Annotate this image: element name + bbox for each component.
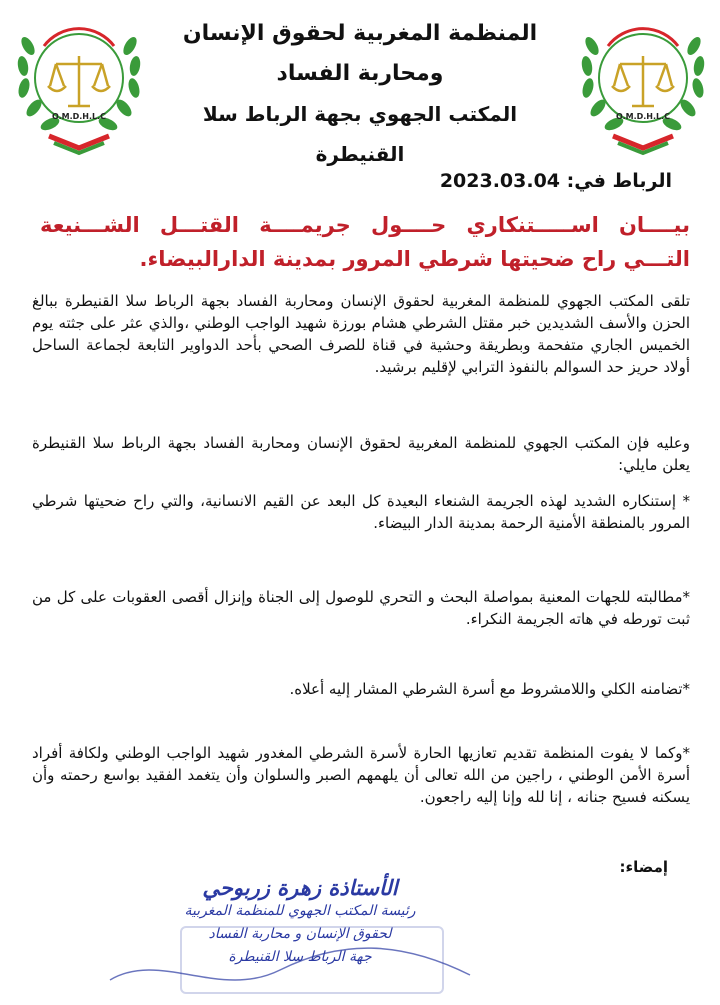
organization-logo-left	[14, 6, 144, 156]
logo-abbreviation: O.M.D.H.L.C	[615, 112, 671, 121]
date-label: الرباط في:	[566, 170, 672, 192]
organization-header	[160, 14, 560, 174]
org-name-line2: ومحاربة الفساد	[276, 61, 444, 86]
paragraph-demand: *مطالبته للجهات المعنية بمواصلة البحث و التحري للوصول إلى الجناة وإنزال أقصى العقوبات على كل من ثبت تورطه في هاته الجريمة النكراء.	[32, 588, 690, 628]
paragraph-condemnation: * إستنكاره الشديد لهذه الجريمة الشنعاء البعيدة كل البعد عن القيم الانسانية، والتي راح ضحيتها شرطي المرور بالمنطقة الأمنية الرحمة بمدينة الدار البيضاء.	[32, 492, 690, 532]
paragraph-intro: تلقى المكتب الجهوي للمنظمة المغربية لحقوق الإنسان ومحاربة الفساد بجهة الرباط سلا القنيطرة ببالغ الحزن والأسف الشديدين خبر مقتل الشرطي هشام بورزة شهيد الواجب الوطني ،والذي عثر على جثته يوم الخميس الجاري متفحمة وبطريقة وحشية في قناة للصرف الصحي بأحد الدواوير التابعة لجماعة الساحل أولاد حريز حد السوالم بالنفوذ الترابي لإقليم برشيد.	[32, 292, 690, 376]
signature-label: إمضاء:	[619, 858, 668, 876]
regional-office-name: المكتب الجهوي بجهة الرباط سلا القنيطرة	[202, 102, 518, 166]
org-name-line1: المنظمة المغربية لحقوق الإنسان	[182, 21, 538, 46]
signatory-title-line1: رئيسة المكتب الجهوي للمنظمة المغربية	[184, 903, 416, 919]
paragraph-announcement: وعليه فإن المكتب الجهوي للمنظمة المغربية لحقوق الإنسان ومحاربة الفساد بجهة الرباط سلا القنيطرة يعلن مايلي:	[32, 434, 690, 474]
handwritten-signature-stroke	[100, 930, 480, 1000]
paragraph-condolences: *وكما لا يفوت المنظمة تقديم تعازيها الحارة لأسرة الشرطي المغدور شهيد الواجب الوطني ولكافة أفراد أسرة الأمن الوطني ، راجين من الله تعالى أن يلهمهم الصبر والسلوان وأن يتغمد الفقيد بواسع رحمته وأن يسكنه فسيح جنانه ، إنا لله وإنا إليه راجعون.	[32, 744, 690, 806]
signatory-name: الأستاذة زهرة زربوحي	[202, 876, 398, 900]
signatory-title-line3: جهة الرباط سلا القنيطرة	[228, 949, 372, 965]
signatory-title-line2: لحقوق الإنسان و محاربة الفساد	[208, 926, 392, 942]
organization-logo-right	[578, 6, 708, 156]
paragraph-solidarity: *تضامنه الكلي واللامشروط مع أسرة الشرطي المشار إليه أعلاه.	[289, 680, 690, 698]
date-line	[440, 170, 672, 192]
date-value: 2023.03.04	[439, 170, 561, 192]
logo-abbreviation: O.M.D.H.L.C	[51, 112, 107, 121]
statement-title: بيــــان اســـــتنكاري حــــول جريمــــة القتـــل الشـــنيعة التـــي راح ضحيتها شرطي المرور بمدينة الدارالبيضاء.	[40, 213, 690, 271]
